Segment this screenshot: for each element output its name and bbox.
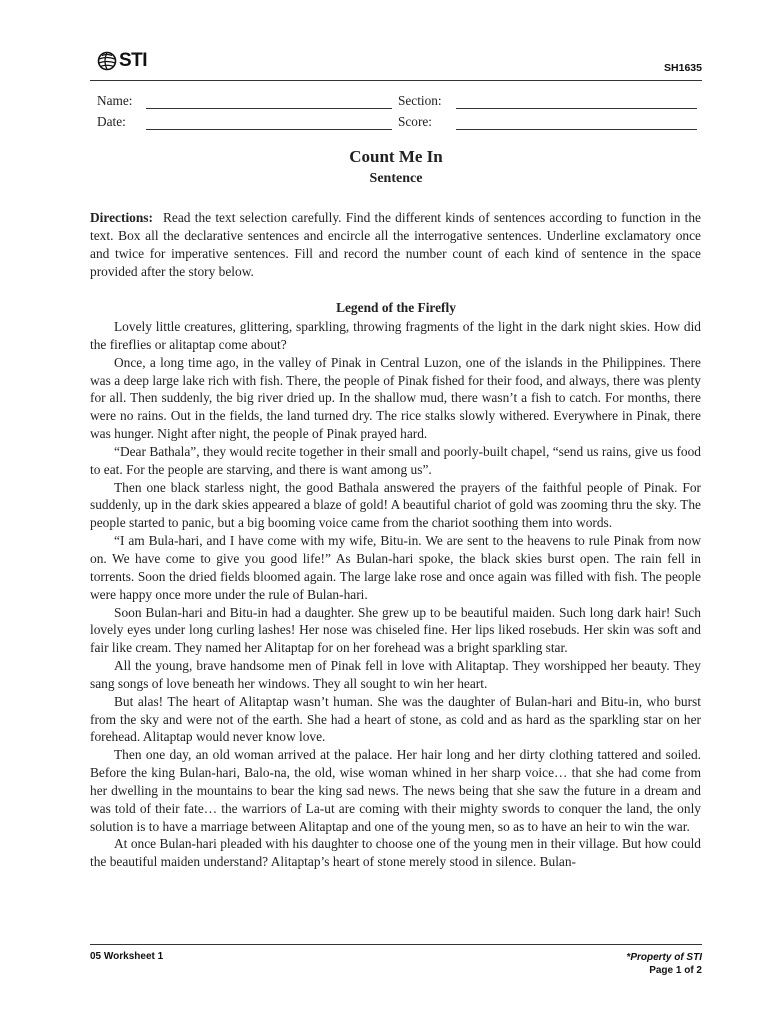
story-paragraph: But alas! The heart of Alitaptap wasn’t human. She was the daughter of Bulan-hari and Bitu-in, who burst from the sky and were not of the earth. She had a heart of stone, as cold and as hard as the sparkling star on her forehead. Alitaptap would never know love. [90,693,701,745]
story-paragraph: “I am Bula-hari, and I have come with my wife, Bitu-in. We are sent to the heavens to rule Pinak from now on. We have come to give you good life!” As Bulan-hari spoke, the black skies burst open. The rain fell in torrents. Soon the dried fields bloomed again. The large lake rose and once again was filled with fish. The people were happy once more under the rule of Bulan-hari. [90,533,701,602]
worksheet-label: 05 Worksheet 1 [90,951,164,962]
footer-divider [90,944,702,945]
form-row-1 [97,93,707,114]
logo-text: STI [119,50,148,71]
header-divider [90,80,702,81]
date-field[interactable] [146,129,392,130]
document-code: SH1635 [664,62,702,74]
directions [90,209,701,281]
worksheet-title: Count Me In [349,147,443,166]
story-paragraph: Then one day, an old woman arrived at the palace. Her hair long and her dirty clothing tattered and soiled. Before the king Bulan-hari, Balo-na, the old, wise woman whined in her sharp voice… that she had come from her dwelling in the mountains to bear the king sad news. The news being that she saw the future in a dream and was told of their fate… the warriors of La-ut are coming with their mighty swords to conquer the land, the only solution is to have a marriage between Alitaptap and one of the young men, so as to have an heir to win the war. [90,747,701,834]
score-label: Score: [398,114,432,129]
property-notice: *Property of STI [626,952,702,963]
score-field[interactable] [456,129,697,130]
story-title: Legend of the Firefly [336,300,456,315]
story-body [90,318,701,871]
section-field[interactable] [456,108,697,109]
student-info-form [97,93,707,135]
date-label: Date: [97,114,126,129]
story-paragraph: Then one black starless night, the good Bathala answered the prayers of the faithful people of Pinak. For suddenly, up in the dark skies appeared a blaze of gold! A beautiful chariot of gold was zooming thru the sky. The people started to panic, but a big booming voice came from the chariot soothing them into words. [90,479,701,531]
story-paragraph: Lovely little creatures, glittering, sparkling, throwing fragments of the light in the dark night skies. How did the fireflies or alitaptap come about? [90,319,701,352]
story-paragraph: Soon Bulan-hari and Bitu-in had a daughter. She grew up to be beautiful maiden. Such long dark hair! Such lovely eyes under long curling lashes! Her nose was chiseled fine. Her lips liked rosebuds. Her skin was soft and fair like cream. They named her Alitaptap for on her forehead was a bright sparkling star. [90,604,701,656]
worksheet-subtitle: Sentence [369,171,423,186]
story-paragraph: At once Bulan-hari pleaded with his daughter to choose one of the young men in their village. But how could the beautiful maiden understand? Alitaptap’s heart of stone merely stood in silence. Bulan- [90,836,701,870]
form-row-2 [97,114,707,135]
directions-label: Directions: [90,210,153,225]
name-field[interactable] [146,108,392,109]
name-label: Name: [97,93,133,108]
footer-right [626,951,702,977]
story-paragraph: Once, a long time ago, in the valley of Pinak in Central Luzon, one of the islands in the Philippines. There was a deep large lake rich with fish. There, the people of Pinak fished for their food, and always, there was plenty for all. Then suddenly, the big river dried up. In the shallow mud, there wasn’t a fish to catch. For months, there were no rains. Out in the fields, the land turned dry. The rice stalks slowly withered. Everywhere in Pinak, there was hunger. Night after night, the people of Pinak prayed hard. [90,354,701,442]
section-label: Section: [398,93,442,108]
globe-icon [96,50,118,72]
story-paragraph: All the young, brave handsome men of Pinak fell in love with Alitaptap. They worshipped her beauty. They sang songs of love beneath her windows. They all sought to win her heart. [90,658,701,691]
directions-text: Read the text selection carefully. Find the different kinds of sentences according to function in the text. Box all the declarative sentences and encircle all the interrogative sentences. Underline exclamatory once and twice for imperative sentences. Fill and record the number count of each kind of sentence in the space provided after the story below. [90,210,701,279]
page-number: Page 1 of 2 [649,965,702,976]
sti-logo [96,50,147,72]
story-paragraph: “Dear Bathala”, they would recite together in their small and poorly-built chapel, “send us rains, give us food to eat. For the people are starving, and there is want among us”. [90,443,701,477]
